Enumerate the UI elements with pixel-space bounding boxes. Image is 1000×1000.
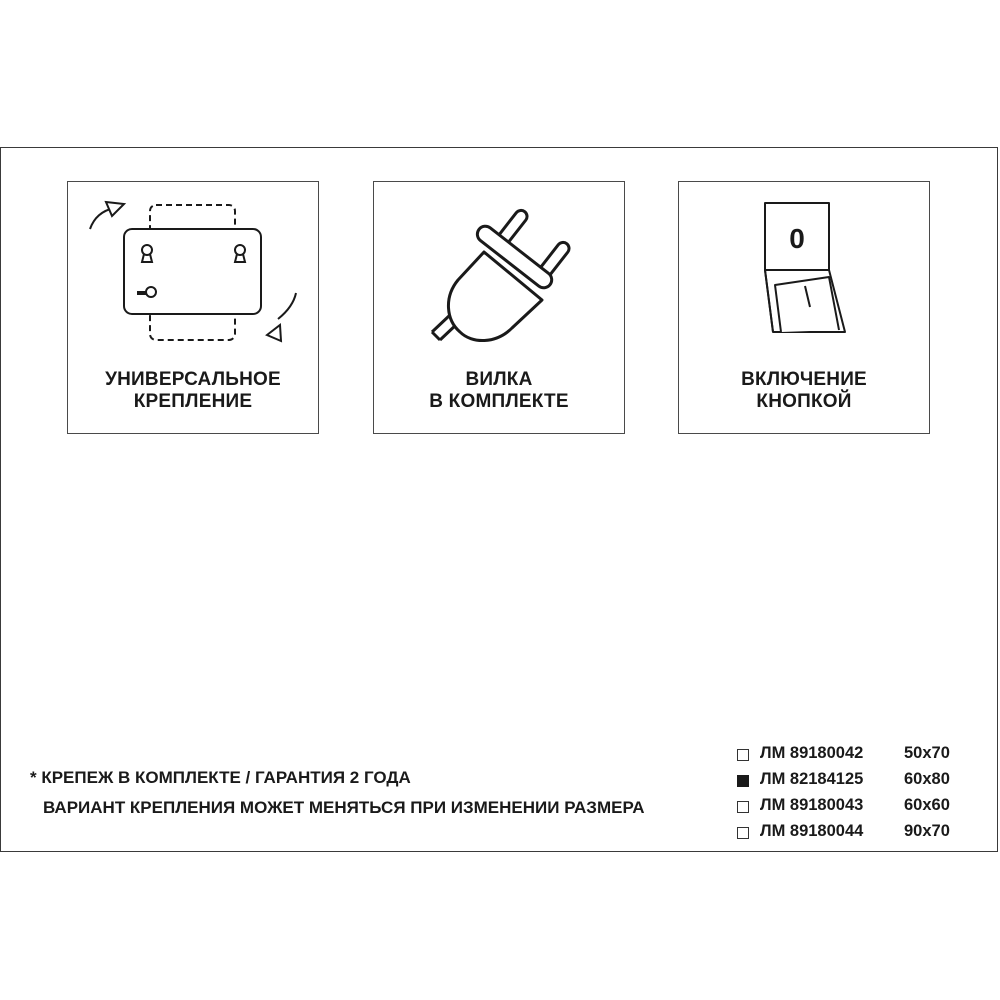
switch-off-label: 0 <box>789 223 805 254</box>
feature-universal-mount <box>67 181 319 434</box>
variant-size: 60x80 <box>904 770 950 788</box>
variant-list <box>735 744 965 848</box>
variant-checkbox[interactable] <box>737 775 749 787</box>
variant-code: ЛМ 89180043 <box>760 796 864 814</box>
variant-code: ЛМ 82184125 <box>760 770 864 788</box>
feature-button-switch <box>678 181 930 434</box>
feature-caption: УНИВЕРСАЛЬНОЕ КРЕПЛЕНИЕ <box>105 369 281 412</box>
feature-caption: ВКЛЮЧЕНИЕ КНОПКОЙ <box>741 369 867 412</box>
variant-size: 50x70 <box>904 744 950 762</box>
feature-caption: ВИЛКА В КОМПЛЕКТЕ <box>429 369 569 412</box>
variant-row[interactable] <box>735 770 965 796</box>
variant-row[interactable] <box>735 822 965 848</box>
variant-row[interactable] <box>735 744 965 770</box>
variant-row[interactable] <box>735 796 965 822</box>
variant-checkbox[interactable] <box>737 749 749 761</box>
variant-code: ЛМ 89180042 <box>760 744 864 762</box>
note-warranty: * КРЕПЕЖ В КОМПЛЕКТЕ / ГАРАНТИЯ 2 ГОДА <box>30 768 411 787</box>
variant-size: 60x60 <box>904 796 950 814</box>
variant-size: 90x70 <box>904 822 950 840</box>
variant-code: ЛМ 89180044 <box>760 822 864 840</box>
variant-checkbox[interactable] <box>737 827 749 839</box>
note-mount-variant: ВАРИАНТ КРЕПЛЕНИЯ МОЖЕТ МЕНЯТЬСЯ ПРИ ИЗМЕНЕНИИ РАЗМЕРА <box>43 798 645 817</box>
feature-plug-included <box>373 181 625 434</box>
variant-checkbox[interactable] <box>737 801 749 813</box>
